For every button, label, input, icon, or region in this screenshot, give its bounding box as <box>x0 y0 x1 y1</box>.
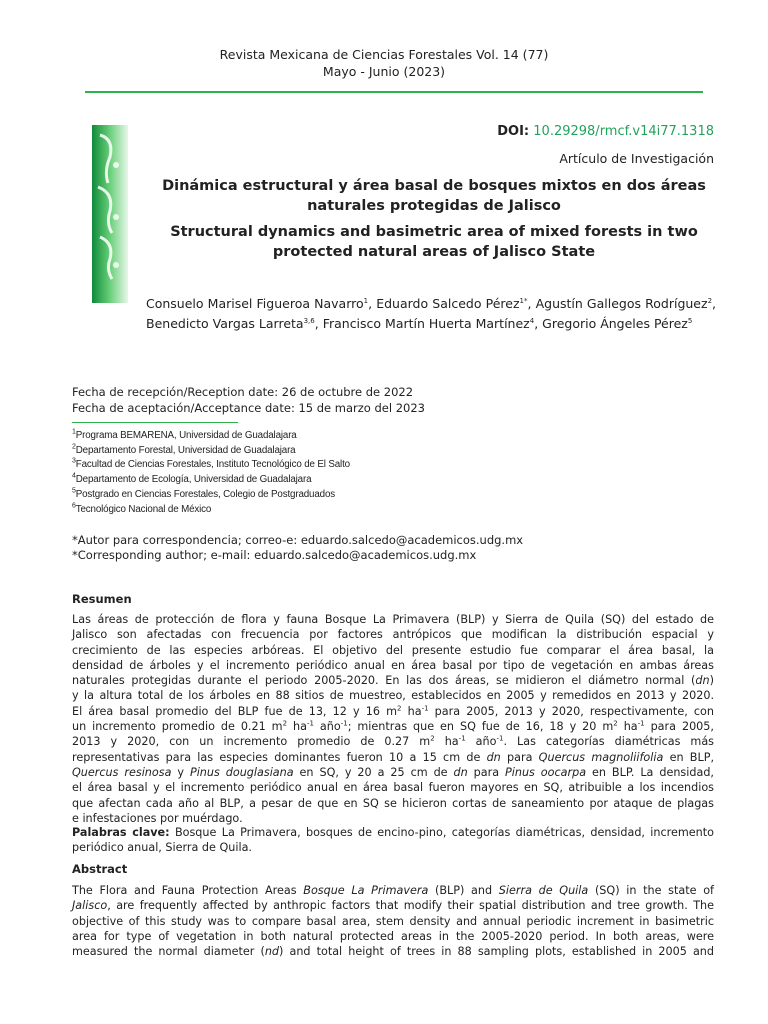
affiliation-number: 2 <box>72 443 76 451</box>
affiliation-list <box>72 429 350 517</box>
title-spanish: Dinámica estructural y área basal de bosques mixtos en dos áreas naturales protegidas de Jalisco <box>162 178 706 214</box>
author-affiliation-mark: 3,6 <box>303 316 315 325</box>
affiliation-text: Departamento de Ecología, Universidad de Guadalajara <box>75 474 312 486</box>
author-affiliation-mark: 1* <box>519 296 528 305</box>
author-affiliation-mark: 5 <box>687 316 693 325</box>
abstract-line: objective of this study was to compare basal area, stem density and annual periodic increment in basimetric <box>72 914 714 928</box>
resumen-line: Jalisco son afectadas con frecuencia por factores antrópicos que modifican la distribución espacial y <box>72 628 714 642</box>
journal-issue-date: Mayo - Junio (2023) <box>322 64 446 79</box>
author-name: Agustín Gallegos Rodríguez <box>535 296 708 311</box>
author-affiliation-mark: 1 <box>363 296 369 305</box>
keywords <box>72 825 714 856</box>
journal-name: Revista Mexicana de Ciencias Forestales Vol. 14 (77) <box>219 47 549 62</box>
resumen-line: El área basal promedio del BLP fue de 13, 12 y 16 $m^2$ $ha^{-1}$ para 2005, 2013 y 2020, respectivamente, con <box>72 704 714 718</box>
affiliation-number: 4 <box>72 472 76 480</box>
correspondence-en: *Corresponding author; e-mail: eduardo.salcedo@academicos.udg.mx <box>72 548 477 562</box>
resumen-line: 2013 y 2020, con un incremento promedio de 0.27 $m^2$ $ha^{-1}$ año$^{-1}$. Las categorías diamétricas más <box>72 734 715 749</box>
header-rule <box>85 91 703 93</box>
resumen-line: Quercus resinosa y Pinus douglasiana en SQ, y 20 a 25 cm de dn para Pinus oocarpa en BLP. La densidad, <box>72 765 714 779</box>
affiliation-rule <box>72 422 238 423</box>
resumen-heading: Resumen <box>72 592 132 606</box>
abstract-line: Jalisco, are frequently affected by anthropic factors that modify their spatial distribution and tree growth. The <box>72 899 714 913</box>
abstract-body <box>72 883 714 959</box>
correspondence-es: *Autor para correspondencia; correo-e: eduardo.salcedo@academicos.udg.mx <box>72 533 524 547</box>
author-name: Francisco Martín Huerta Martínez <box>322 316 530 331</box>
resumen-line: naturales protegidas durante el periodo 2005-2020. En las dos áreas, se midieron el diámetro normal (dn) <box>72 674 714 688</box>
affiliation-item <box>72 473 350 488</box>
affiliation-text: Tecnológico Nacional de México <box>75 503 212 515</box>
author-name: Benedicto Vargas Larreta <box>146 316 304 331</box>
affiliation-text: Departamento Forestal, Universidad de Guadalajara <box>75 444 296 456</box>
resumen-line: e infestaciones por muérdago. <box>72 811 243 825</box>
article-type: Artículo de Investigación <box>559 151 714 166</box>
abstract-line: measured the normal diameter (nd) and total height of trees in 88 sampling plots, established in 2005 and <box>72 945 714 959</box>
doi-line <box>497 124 714 139</box>
keywords-label: Palabras clave: <box>72 826 170 839</box>
abstract-line: The Flora and Fauna Protection Areas Bosque La Primavera (BLP) and Sierra de Quila (SQ) in the state of <box>72 884 714 897</box>
doi-link[interactable]: 10.29298/rmcf.v14i77.1318 <box>533 124 714 139</box>
author-name: Gregorio Ángeles Pérez <box>542 316 688 331</box>
affiliation-text: Facultad de Ciencias Forestales, Instituto Tecnológico de El Salto <box>75 459 350 471</box>
author-name: Consuelo Marisel Figueroa Navarro <box>146 296 364 311</box>
affiliation-number: 5 <box>72 487 76 495</box>
resumen-line: y la altura total de los árboles en 88 sitios de muestreo, establecidos en 2005 y remedidos en 2013 y 2020. <box>72 689 714 703</box>
abstract-line: area for type of vegetation in both natural protected areas in the 2005-2020 period. In both areas, were <box>72 929 714 943</box>
title-english: Structural dynamics and basimetric area of mixed forests in two protected natural areas of Jalisco State <box>170 224 698 260</box>
affiliation-text: Programa BEMARENA, Universidad de Guadalajara <box>75 430 297 441</box>
affiliation-number: 1 <box>72 428 76 436</box>
journal-logo <box>92 125 128 303</box>
affiliation-item <box>72 444 350 459</box>
doi-label: DOI: <box>497 124 530 139</box>
acceptance-date: Fecha de aceptación/Acceptance date: 15 de marzo del 2023 <box>72 401 425 415</box>
author-name: Eduardo Salcedo Pérez <box>376 296 520 311</box>
abstract-heading: Abstract <box>72 862 128 876</box>
affiliation-item <box>72 458 350 473</box>
affiliation-item <box>72 488 350 503</box>
affiliation-number: 6 <box>72 502 76 510</box>
keywords-text: Bosque La Primavera, bosques de encino-pino, categorías diamétricas, densidad, incremento periódico anual, Sierra de Quila. <box>72 826 714 855</box>
resumen-line: el área basal y el incremento periódico anual en área basal fueron mayores en SQ, atribuible a los incendios <box>72 781 714 795</box>
affiliation-item <box>72 503 350 518</box>
resumen-body <box>72 612 714 826</box>
affiliation-text: Postgrado en Ciencias Forestales, Colegio de Postgraduados <box>75 488 335 500</box>
resumen-line: crecimiento de las especies arbóreas. El objetivo del presente estudio fue comparar el área basal, la <box>72 643 714 657</box>
affiliation-number: 3 <box>72 458 76 466</box>
author-list: Consuelo Marisel Figueroa Navarro$^1$, Eduardo Salcedo Pérez$^{1*}$, Agustín Gallegos Rodríguez$^2$, Benedicto Vargas Larreta$^{3,6}$, Francisco Martín Huerta Martínez$^4$, Gregorio Ángeles Pérez$^5$ <box>146 296 717 331</box>
author-affiliation-mark: 4 <box>529 316 535 325</box>
resumen-line: Las áreas de protección de flora y fauna Bosque La Primavera (BLP) y Sierra de Quila (SQ) del estado de <box>72 613 714 626</box>
resumen-line: representativas para las especies dominantes fueron 10 a 15 cm de dn para Quercus magnoliifolia en BLP, <box>72 750 715 764</box>
affiliation-item <box>72 429 350 444</box>
resumen-line: densidad de árboles y el incremento periódico anual en área basal por tipo de vegetación en ambas áreas <box>72 658 714 672</box>
author-affiliation-mark: 2 <box>707 296 713 305</box>
resumen-line: que afectan cada año al BLP, a pesar de que en SQ se hicieron cortas de saneamiento por ataque de plagas <box>72 796 714 810</box>
reception-date: Fecha de recepción/Reception date: 26 de octubre de 2022 <box>72 385 414 399</box>
resumen-line: un incremento promedio de 0.21 $m^2$ $ha^{-1}$ año$^{-1}$; mientras que en SQ fue de 16, 18 y 20 $m^2$ $ha^{-1}$ para 2005, <box>72 719 714 734</box>
